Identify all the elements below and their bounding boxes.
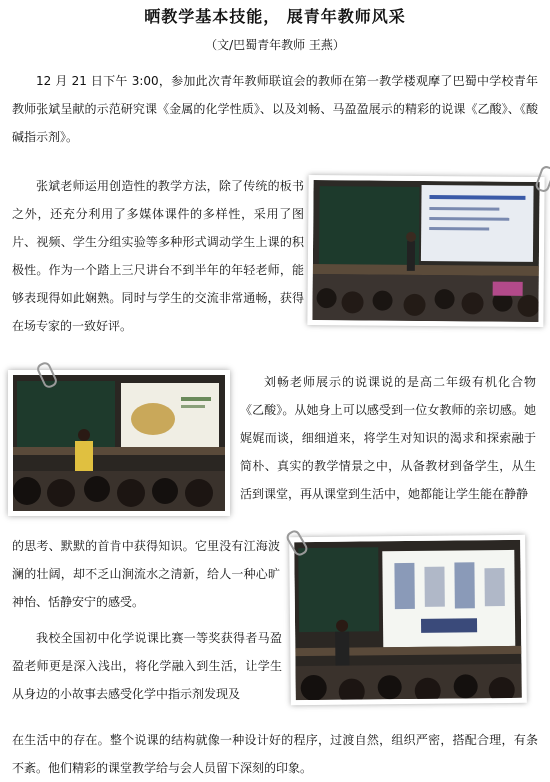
paragraph-ma-yingying: 我校全国初中化学说课比赛一等奖获得者马盈盈老师更是深入浅出，将化学融入到生活，让学生从身边的小故事去感受化学中指示剂发现及 (12, 631, 282, 701)
paperclip-icon (534, 164, 550, 193)
classroom-photo-3 (289, 535, 527, 705)
paragraph-ma-yingying-continued: 在生活中的存在。整个说课的结构就像一种设计好的程序，过渡自然，组织严密，搭配合理，有条不紊。他们精彩的课堂教学给与会人员留下深刻的印象。 (12, 733, 538, 775)
paragraph-intro: 12 月 21 日下午 3:00，参加此次青年教师联谊会的教师在第一教学楼观摩了巴蜀中学校青年教师张斌呈献的示范研究课《金属的化学性质》、以及刘畅、马盈盈展示的精彩的说课《乙酸》、《酸碱指示剂》。 (12, 74, 538, 144)
paragraph-liu-chang: 刘畅老师展示的说课说的是高二年级有机化合物《乙酸》。从她身上可以感受到一位女教师的亲切感。她娓娓而谈，细细道来，将学生对知识的渴求和探索融于简朴、真实的教学情景之中，从备教材到备学生，从生活到课堂，再从课堂到生活中，她都能让学生能在静静 (240, 375, 536, 501)
paragraph-liu-chang-continued: 的思考、默默的首肯中获得知识。它里没有江海波澜的壮阔，却不乏山涧流水之清新，给人一种心旷神怡、恬静安宁的感受。 (12, 539, 280, 609)
article-byline: （文/巴蜀青年教师 王燕） (205, 38, 345, 52)
paragraph-zhang-bin: 张斌老师运用创造性的教学方法，除了传统的板书之外，还充分利用了多媒体课件的多样性，采用了图片、视频、学生分组实验等多种形式调动学生上课的积极性。作为一个踏上三尺讲台不到半年的年轻老师，能够表现得如此娴熟。同时与学生的交流非常通畅，获得在场专家的一致好评。 (12, 179, 304, 333)
classroom-photo-2 (8, 370, 230, 516)
article-title: 晒教学基本技能， 展青年教师风采 (144, 7, 406, 26)
classroom-photo-1 (307, 175, 544, 327)
